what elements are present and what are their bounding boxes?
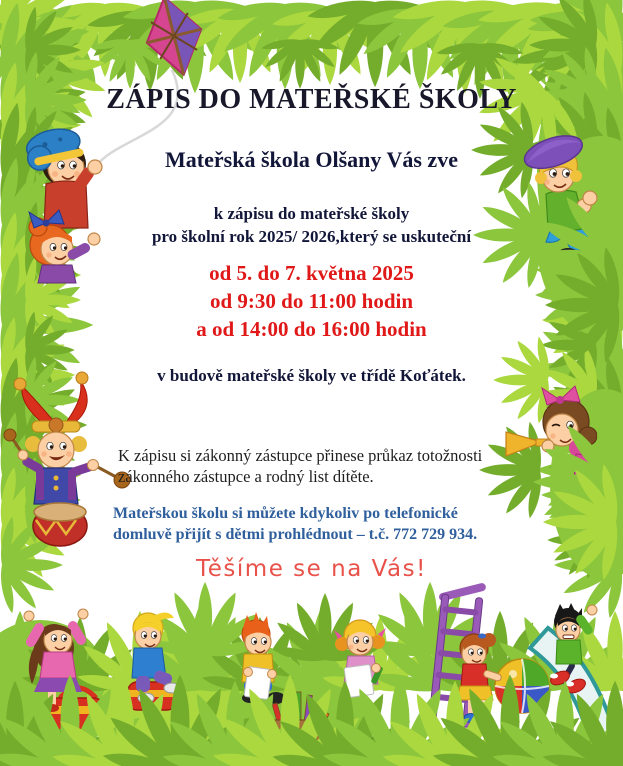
- invitation-line-1: k zápisu do mateřské školy: [213, 204, 410, 223]
- documents-line-1: K zápisu si zákonný zástupce přinese průkaz totožnosti: [118, 446, 483, 465]
- schedule-afternoon-line: a od 14:00 do 16:00 hodin: [196, 317, 427, 341]
- schedule-date-line: od 5. do 7. května 2025: [209, 261, 414, 285]
- visit-line-1: Mateřskou školu si můžete kdykoliv po telefonické: [113, 505, 458, 522]
- visit-line-2: domluvě přijít s dětmi prohlédnout – t.č. 772 729 934.: [113, 526, 478, 543]
- schedule-morning-line: od 9:30 do 11:00 hodin: [209, 289, 414, 313]
- poster-title: ZÁPIS DO MATEŘSKÉ ŠKOLY: [106, 84, 517, 115]
- poster-subtitle: Mateřská škola Olšany Vás zve: [165, 147, 458, 172]
- documents-line-2: zákonného zástupce a rodný list dítěte.: [118, 467, 374, 486]
- location-text: v budově mateřské školy ve třídě Koťátek.: [157, 366, 466, 385]
- closing-greeting: Těšíme se na Vás!: [196, 556, 427, 582]
- kite-string: [96, 70, 178, 166]
- invitation-line-2: pro školní rok 2025/ 2026,který se uskuteční: [151, 227, 472, 246]
